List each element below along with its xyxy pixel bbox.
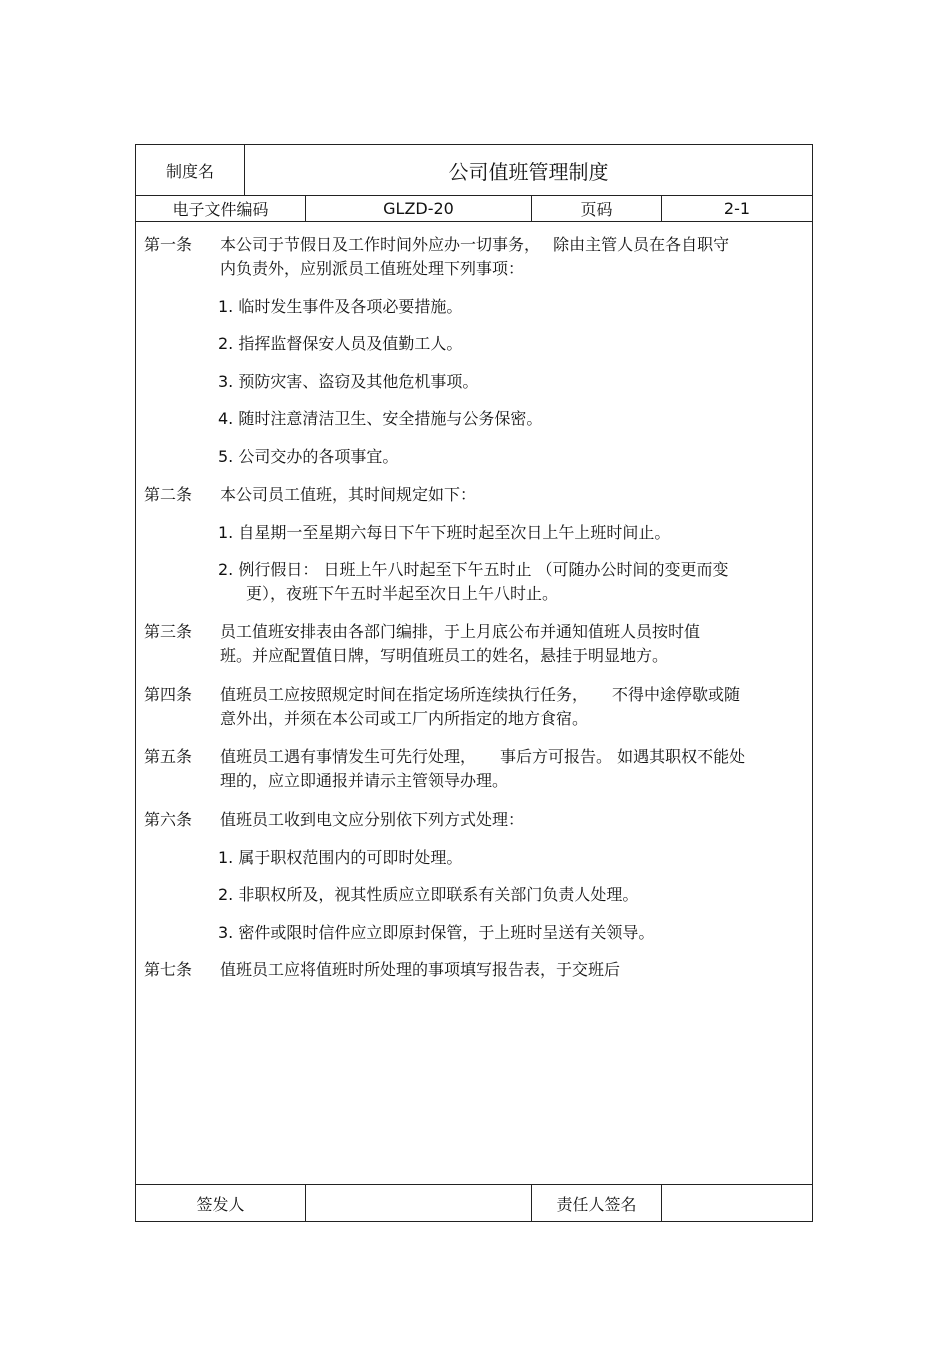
issuer-field[interactable]	[305, 1185, 531, 1221]
list-item: 4. 随时注意清洁卫生、安全措施与公务保密。	[218, 409, 543, 428]
article-2-label: 第二条	[144, 485, 193, 504]
article-7-line-1: 值班员工应将值班时所处理的事项填写报告表，于交班后	[220, 960, 621, 979]
list-item: 1. 临时发生事件及各项必要措施。	[218, 297, 463, 316]
article-3-line-2: 班。并应配置值日牌，写明值班员工的姓名，悬挂于明显地方。	[220, 646, 669, 665]
page-label: 页码	[531, 196, 661, 221]
article-6-label: 第六条	[144, 810, 193, 829]
article-1-label: 第一条	[144, 235, 193, 254]
list-item: 3. 密件或限时信件应立即原封保管，于上班时呈送有关领导。	[218, 923, 655, 942]
article-4-line-1: 值班员工应按照规定时间在指定场所连续执行任务， 不得中途停歇或随	[220, 685, 741, 704]
list-item: 5. 公司交办的各项事宜。	[218, 447, 399, 466]
list-item: 2. 指挥监督保安人员及值勤工人。	[218, 334, 463, 353]
header-code-row	[136, 196, 812, 222]
list-item-continuation: 更），夜班下午五时半起至次日上午八时止。	[246, 584, 559, 603]
article-4-label: 第四条	[144, 685, 193, 704]
article-2-line-1: 本公司员工值班，其时间规定如下：	[220, 485, 477, 504]
header-title-row	[136, 145, 812, 196]
article-1-line-1: 本公司于节假日及工作时间外应办一切事务， 除由主管人员在各自职守	[220, 235, 730, 254]
article-5-line-2: 理的，应立即通报并请示主管领导办理。	[220, 771, 509, 790]
article-1-line-2: 内负责外，应别派员工值班处理下列事项：	[220, 259, 525, 278]
list-item: 3. 预防灾害、盗窃及其他危机事项。	[218, 372, 479, 391]
document-frame	[135, 144, 813, 1222]
code-value: GLZD-20	[305, 196, 531, 221]
list-item: 2. 例行假日： 日班上午八时起至下午五时止 （可随办公时间的变更而变	[218, 560, 729, 579]
sign-field[interactable]	[661, 1185, 812, 1221]
list-item: 2. 非职权所及，视其性质应立即联系有关部门负责人处理。	[218, 885, 639, 904]
article-5-line-1: 值班员工遇有事情发生可先行处理， 事后方可报告。 如遇其职权不能处	[220, 747, 746, 766]
article-3-line-1: 员工值班安排表由各部门编排，于上月底公布并通知值班人员按时值	[220, 622, 701, 641]
list-item: 1. 自星期一至星期六每日下午下班时起至次日上午上班时间止。	[218, 523, 671, 542]
document-body	[136, 222, 812, 1184]
name-label: 制度名	[165, 161, 214, 181]
page-value: 2-1	[661, 196, 812, 221]
document-title: 公司值班管理制度	[244, 145, 812, 195]
code-label: 电子文件编码	[172, 200, 269, 219]
article-3-label: 第三条	[144, 622, 193, 641]
article-6-line-1: 值班员工收到电文应分别依下列方式处理：	[220, 810, 525, 829]
list-item: 1. 属于职权范围内的可即时处理。	[218, 848, 463, 867]
sign-label: 责任人签名	[531, 1185, 661, 1221]
footer-signature-row	[136, 1184, 812, 1221]
article-4-line-2: 意外出，并须在本公司或工厂内所指定的地方食宿。	[220, 709, 589, 728]
article-7-label: 第七条	[144, 960, 193, 979]
article-5-label: 第五条	[144, 747, 193, 766]
issuer-label: 签发人	[196, 1194, 245, 1214]
